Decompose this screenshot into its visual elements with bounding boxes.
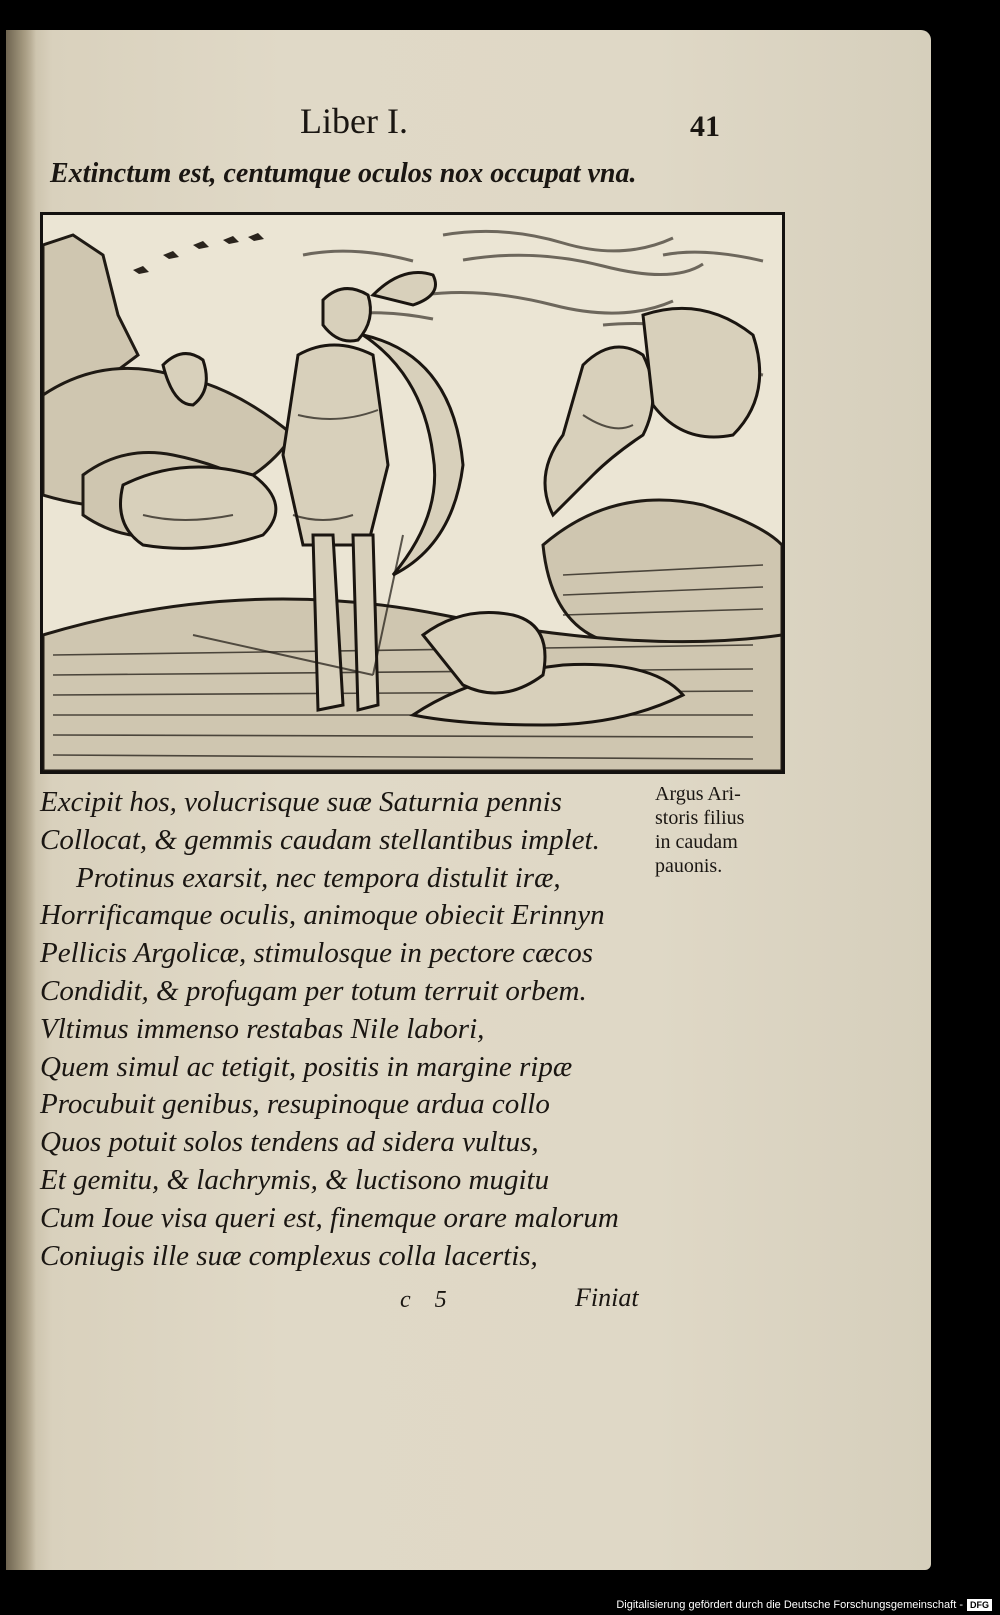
verse-line: Collocat, & gemmis caudam stellantibus implet.	[40, 823, 600, 856]
marginal-note-line: storis filius	[655, 807, 745, 829]
verse-line: Et gemitu, & lachrymis, & luctisono mugitu	[40, 1163, 550, 1196]
verse-line: Quos potuit solos tendens ad sidera vultus,	[40, 1126, 539, 1159]
verse-line: Procubuit genibus, resupinoque ardua collo	[40, 1088, 550, 1121]
marginal-note-line: in caudam	[655, 831, 738, 853]
marginal-note	[655, 782, 744, 878]
folio-number: 41	[690, 110, 720, 143]
woodcut-mercury-slaying-argus-icon	[43, 215, 782, 771]
woodcut-illustration	[40, 212, 785, 774]
page-gutter	[6, 30, 36, 1570]
dfg-logo-icon: DFG	[967, 1599, 992, 1611]
verse-first-line: Extinctum est, centumque oculos nox occupat vna.	[50, 158, 637, 189]
verse-line: Pellicis Argolicæ, stimulosque in pectore cæcos	[40, 937, 594, 970]
verse-line: Vltimus immenso restabas Nile labori,	[40, 1012, 485, 1045]
verse-line: Coniugis ille suæ complexus colla lacertis,	[40, 1239, 538, 1272]
verse-line: Cum Ioue visa queri est, finemque orare malorum	[40, 1201, 619, 1234]
marginal-note-line: pauonis.	[655, 855, 723, 877]
verse-line: Excipit hos, volucrisque suæ Saturnia pennis	[40, 786, 562, 818]
marginal-note-line: Argus Ari-	[655, 783, 741, 805]
verse-line: Quem simul ac tetigit, positis in margine ripæ	[40, 1050, 573, 1083]
catchword: Finiat	[575, 1283, 639, 1312]
verse-block	[40, 784, 619, 1275]
credit-text: Digitalisierung gefördert durch die Deutsche Forschungsgemeinschaft -	[616, 1599, 963, 1611]
signature-mark: c 5	[400, 1287, 447, 1313]
running-head: Liber I.	[300, 101, 408, 141]
digitization-credit	[616, 1599, 992, 1611]
verse-line: Protinus exarsit, nec tempora distulit iræ,	[76, 861, 561, 894]
verse-line: Condidit, & profugam per totum terruit orbem.	[40, 974, 587, 1007]
verse-line: Horrificamque oculis, animoque obiecit Erinnyn	[40, 899, 605, 932]
